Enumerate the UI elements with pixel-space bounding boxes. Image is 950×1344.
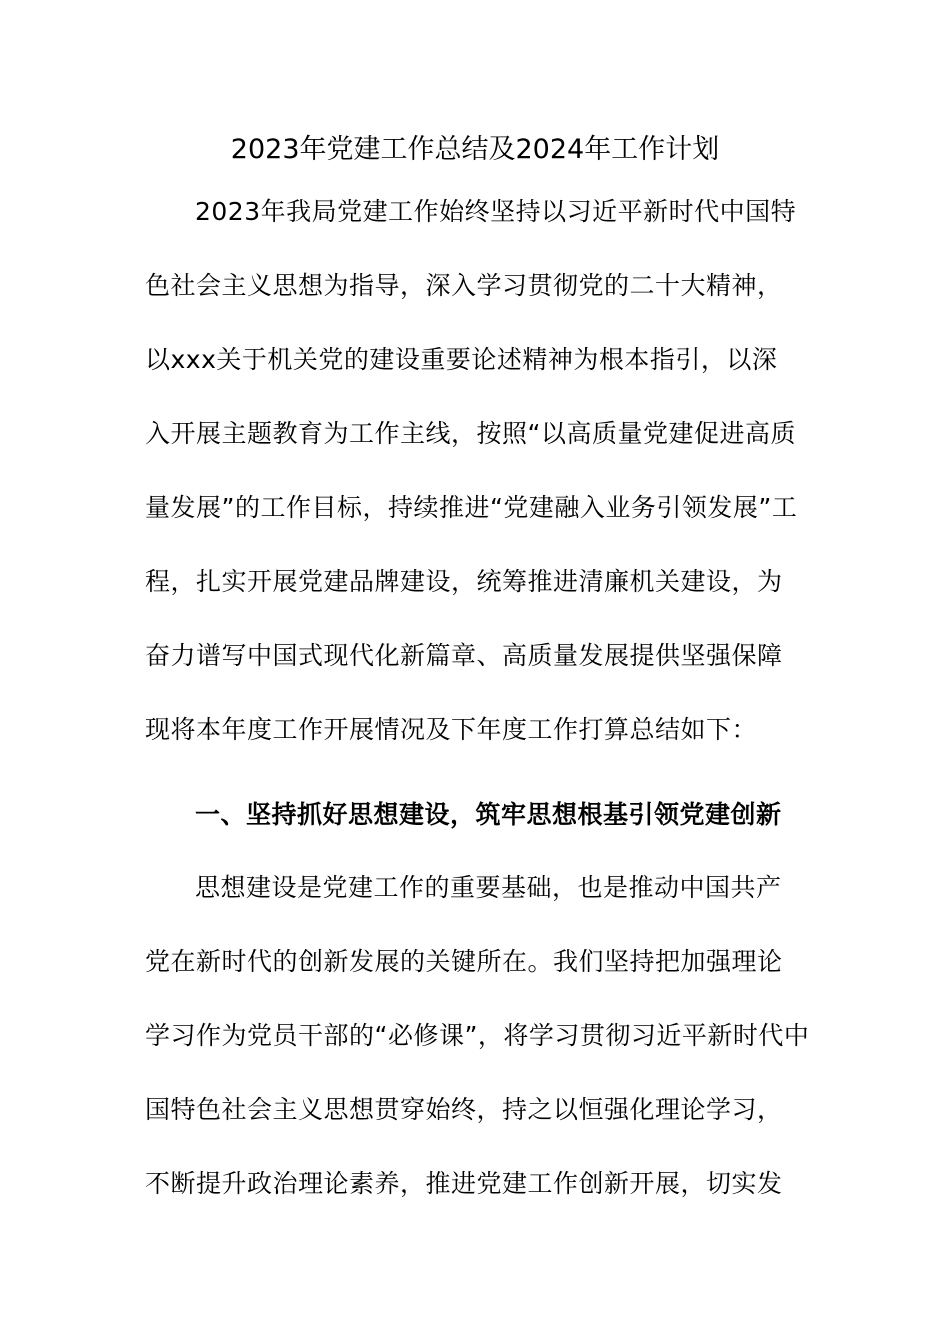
paragraph-2-line-2: 党在新时代的创新发展的关键所在。我们坚持把加强理论 bbox=[145, 947, 783, 976]
paragraph-1-line-6: 程，扎实开展党建品牌建设，统筹推进清廉机关建设，为 bbox=[145, 567, 783, 596]
paragraph-1-line-4: 入开展主题教育为工作主线，按照“以高质量党建促进高质 bbox=[145, 419, 796, 448]
paragraph-1-line-8: 现将本年度工作开展情况及下年度工作打算总结如下： bbox=[145, 715, 758, 744]
paragraph-2-line-4: 国特色社会主义思想贯穿始终，持之以恒强化理论学习， bbox=[145, 1095, 783, 1124]
paragraph-1-line-1: 2023年我局党建工作始终坚持以习近平新时代中国特 bbox=[195, 197, 797, 226]
paragraph-2-line-1: 思想建设是党建工作的重要基础，也是推动中国共产 bbox=[195, 873, 782, 902]
paragraph-1-line-2: 色社会主义思想为指导，深入学习贯彻党的二十大精神， bbox=[145, 271, 783, 300]
paragraph-2-line-3: 学习作为党员干部的“必修课”，将学习贯彻习近平新时代中 bbox=[145, 1021, 810, 1050]
paragraph-2-line-5: 不断提升政治理论素养，推进党建工作创新开展，切实发 bbox=[145, 1169, 783, 1198]
document-title: 2023年党建工作总结及2024年工作计划 bbox=[230, 134, 720, 165]
paragraph-1-line-3: 以xxx关于机关党的建设重要论述精神为根本指引，以深 bbox=[145, 345, 778, 374]
section-heading-1: 一、坚持抓好思想建设，筑牢思想根基引领党建创新 bbox=[195, 800, 782, 829]
paragraph-1-line-5: 量发展”的工作目标，持续推进“党建融入业务引领发展”工 bbox=[145, 493, 798, 522]
paragraph-1-line-7: 奋力谱写中国式现代化新篇章、高质量发展提供坚强保障 bbox=[145, 641, 783, 670]
